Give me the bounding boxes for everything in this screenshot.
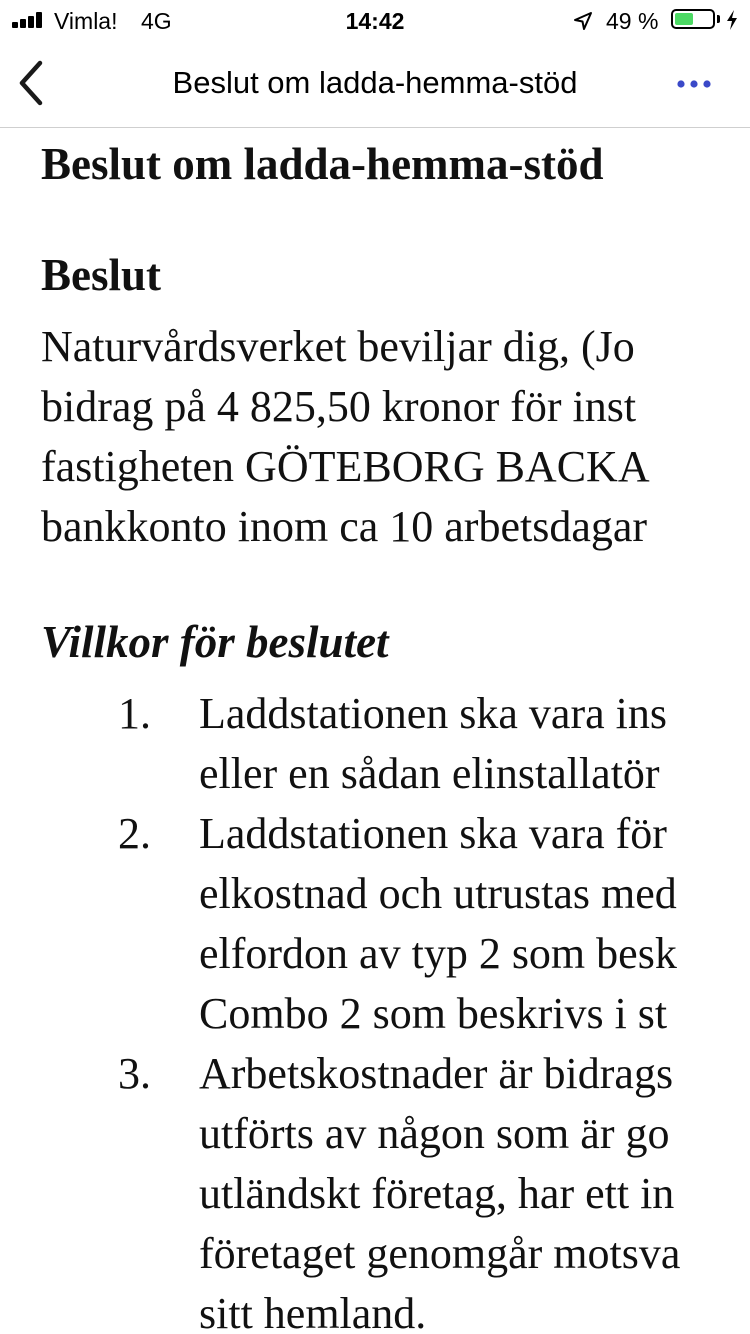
battery-level-fill: [675, 13, 693, 25]
condition-text-line: eller en sådan elinstallatör: [199, 749, 660, 798]
decision-text-line: Naturvårdsverket beviljar dig, (Jo: [41, 322, 635, 371]
conditions-heading: Villkor för beslutet: [41, 617, 389, 667]
condition-text-line: Combo 2 som beskrivs i st: [199, 989, 668, 1038]
network-type: 4G: [141, 8, 172, 34]
status-time: 14:42: [345, 8, 405, 34]
condition-text-line: Arbetskostnader är bidrags: [199, 1049, 674, 1098]
nav-title: Beslut om ladda-hemma-stöd: [172, 65, 578, 100]
navigation-bar: [0, 40, 750, 128]
document-title: Beslut om ladda-hemma-stöd: [41, 139, 604, 189]
decision-heading: Beslut: [41, 250, 162, 300]
condition-text-line: elfordon av typ 2 som besk: [199, 929, 677, 978]
decision-text-line: bankkonto inom ca 10 arbetsdagar: [41, 502, 648, 551]
battery-percentage: 49 %: [606, 8, 659, 34]
status-bar: [0, 0, 750, 40]
condition-text-line: Laddstationen ska vara för: [199, 809, 667, 858]
decision-text-line: bidrag på 4 825,50 kronor för inst: [41, 382, 637, 431]
more-options-button[interactable]: [672, 70, 716, 98]
condition-text-line: elkostnad och utrustas med: [199, 869, 677, 918]
condition-number: 1.: [118, 689, 151, 738]
condition-text-line: utförts av någon som är go: [199, 1109, 670, 1158]
charging-bolt-icon: [725, 9, 739, 31]
battery-tip: [717, 15, 720, 23]
condition-text-line: företaget genomgår motsva: [199, 1229, 681, 1278]
carrier-name: Vimla!: [54, 8, 118, 34]
condition-text-line: sitt hemland.: [199, 1289, 427, 1334]
ellipsis-icon: [672, 70, 716, 98]
location-arrow-icon: [572, 10, 594, 32]
condition-number: 2.: [118, 809, 151, 858]
condition-text-line: utländskt företag, har ett in: [199, 1169, 675, 1218]
document-viewer[interactable]: [0, 128, 750, 1334]
condition-text-line: Laddstationen ska vara ins: [199, 689, 667, 738]
battery-icon: [671, 9, 715, 29]
condition-number: 3.: [118, 1049, 151, 1098]
decision-text-line: fastigheten GÖTEBORG BACKA: [41, 442, 650, 491]
